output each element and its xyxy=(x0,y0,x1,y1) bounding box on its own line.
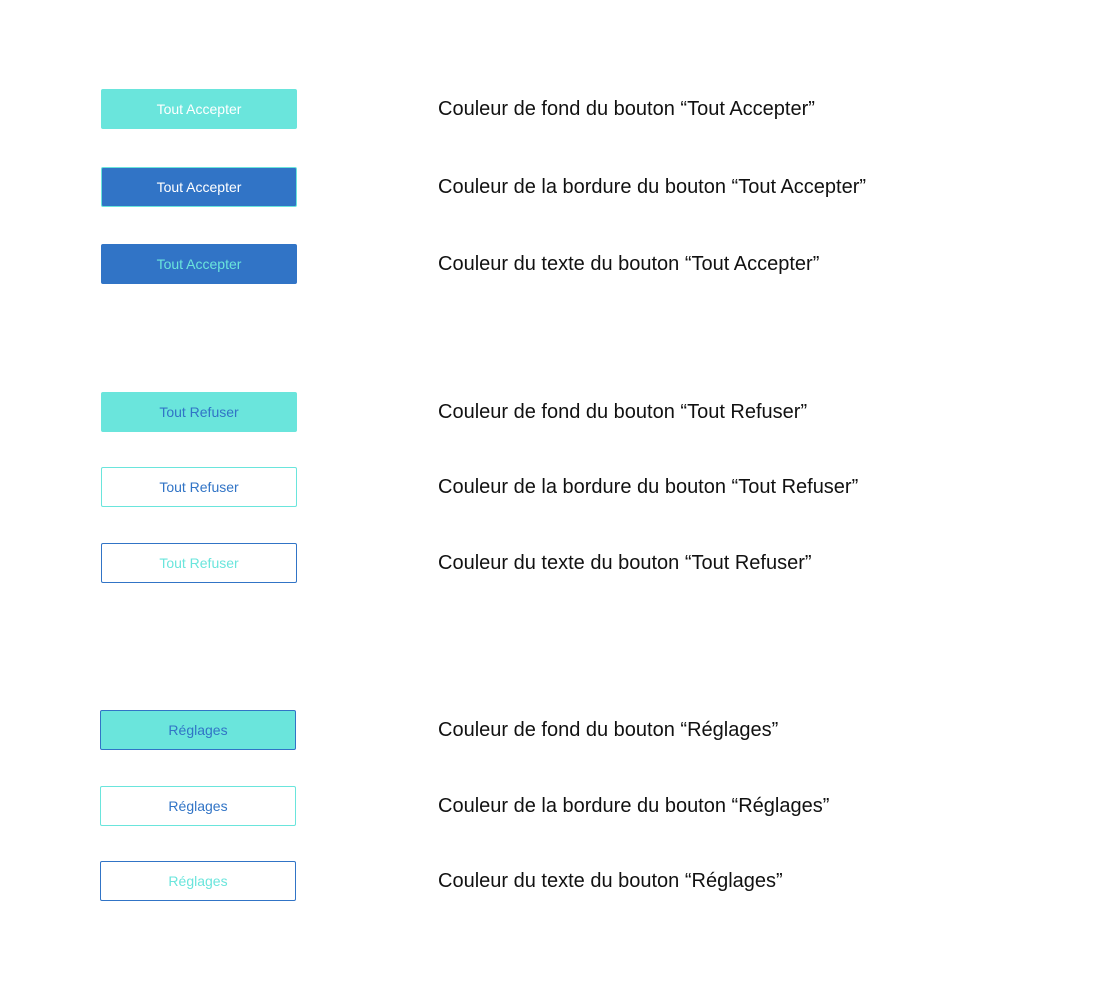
accept-background-row xyxy=(0,89,1100,131)
refuse-all-button-border-sample[interactable]: Tout Refuser xyxy=(101,467,297,507)
settings-button-background-sample[interactable]: Réglages xyxy=(100,710,296,750)
accept-all-button-text-sample[interactable]: Tout Accepter xyxy=(101,244,297,284)
accept-text-description: Couleur du texte du bouton “Tout Accepter” xyxy=(438,253,820,275)
accept-all-button-background-sample[interactable]: Tout Accepter xyxy=(101,89,297,129)
refuse-background-description: Couleur de fond du bouton “Tout Refuser” xyxy=(438,401,808,423)
settings-button-border-sample[interactable]: Réglages xyxy=(100,786,296,826)
settings-background-row xyxy=(0,710,1100,752)
refuse-text-row xyxy=(0,543,1100,585)
settings-border-row xyxy=(0,786,1100,828)
settings-background-description: Couleur de fond du bouton “Réglages” xyxy=(438,719,779,741)
refuse-border-description: Couleur de la bordure du bouton “Tout Refuser” xyxy=(438,476,859,498)
refuse-border-row xyxy=(0,467,1100,509)
accept-text-row xyxy=(0,244,1100,286)
settings-text-description: Couleur du texte du bouton “Réglages” xyxy=(438,870,783,892)
accept-all-button-border-sample[interactable]: Tout Accepter xyxy=(101,167,297,207)
refuse-all-button-text-sample[interactable]: Tout Refuser xyxy=(101,543,297,583)
settings-text-row xyxy=(0,861,1100,903)
accept-border-row xyxy=(0,167,1100,209)
settings-border-description: Couleur de la bordure du bouton “Réglages” xyxy=(438,795,830,817)
refuse-background-row xyxy=(0,392,1100,434)
accept-border-description: Couleur de la bordure du bouton “Tout Accepter” xyxy=(438,176,867,198)
settings-button-text-sample[interactable]: Réglages xyxy=(100,861,296,901)
accept-background-description: Couleur de fond du bouton “Tout Accepter” xyxy=(438,98,815,120)
refuse-all-button-background-sample[interactable]: Tout Refuser xyxy=(101,392,297,432)
refuse-text-description: Couleur du texte du bouton “Tout Refuser” xyxy=(438,552,812,574)
